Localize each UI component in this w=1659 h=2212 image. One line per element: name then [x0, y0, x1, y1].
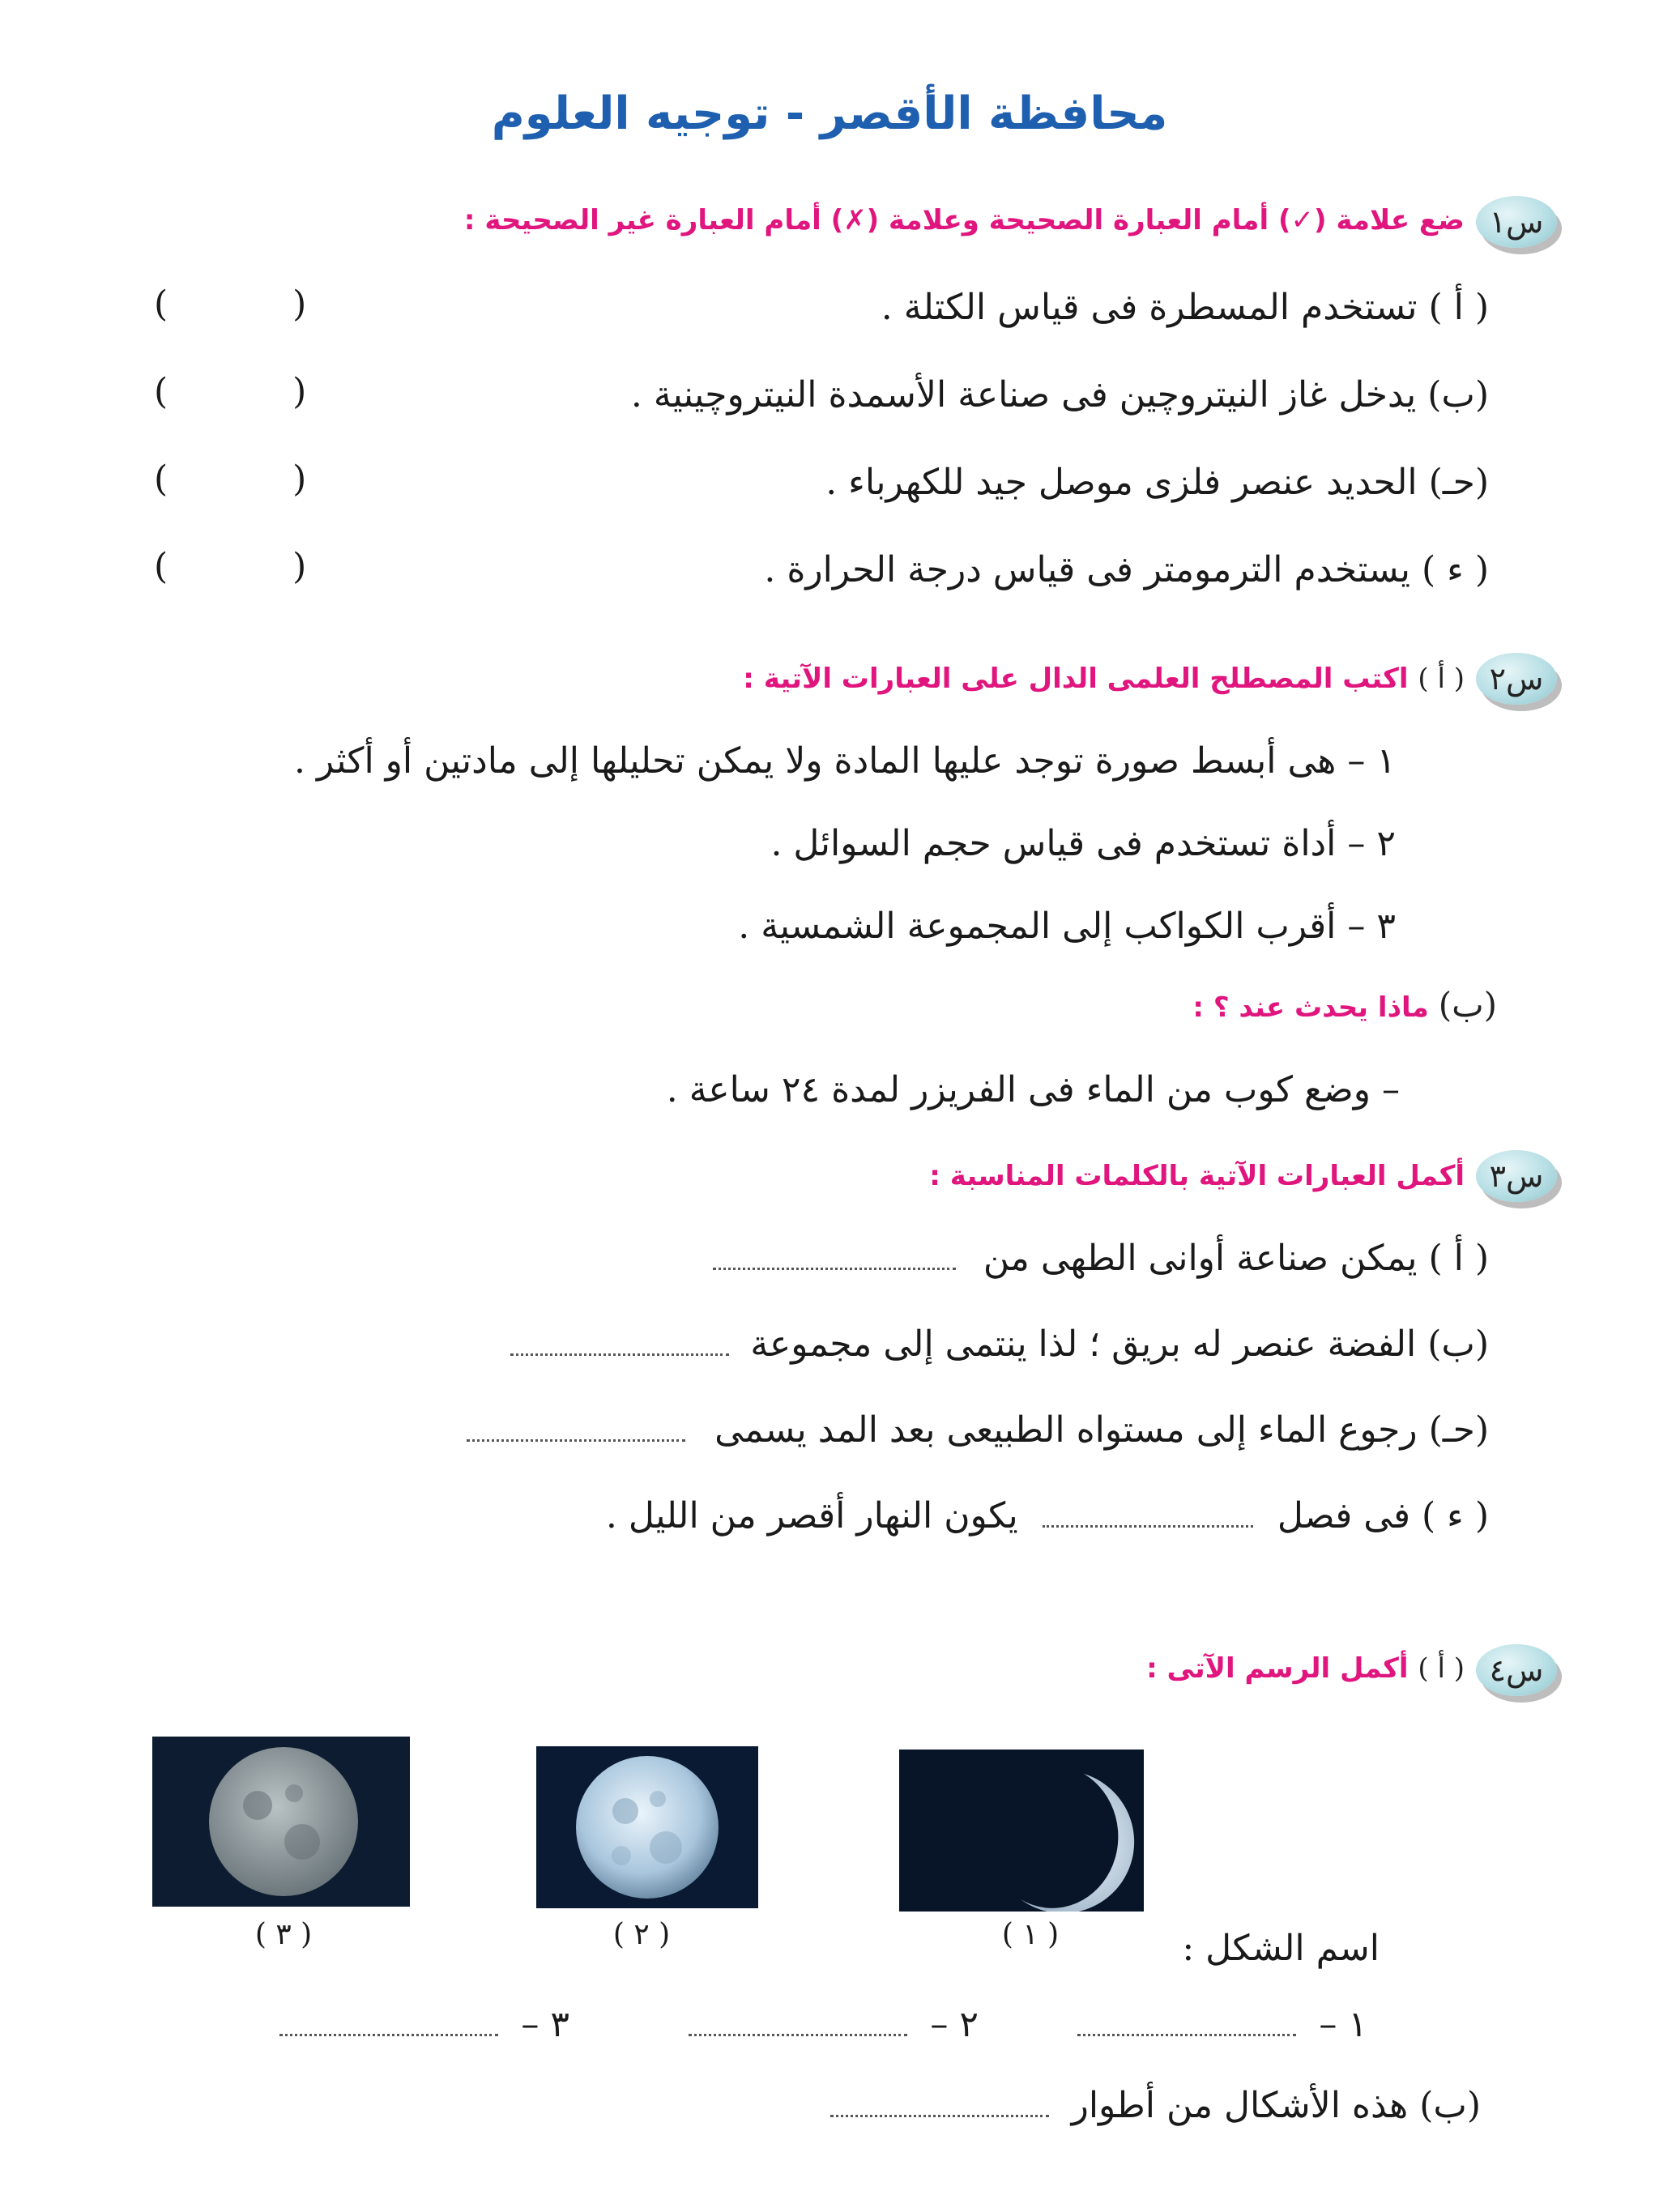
q3-item-a: ( أ ) يمكن صناعة أوانى الطهى من — [713, 1234, 1489, 1283]
q2a-label: ( أ ) — [1418, 663, 1465, 695]
answer-blank[interactable] — [830, 2092, 1049, 2117]
caption-3: ( ٣ ) — [254, 1918, 313, 1951]
answer-blank[interactable] — [510, 1331, 729, 1356]
q2b-item: – وضع كوب من الماء فى الفريزر لمدة ٢٤ ساعة . — [666, 1069, 1400, 1110]
q2-item-1: ١ – هى أبسط صورة توجد عليها المادة ولا يمكن تحليلها إلى مادتين أو أكثر . — [293, 740, 1396, 782]
q2a-instruction: اكتب المصطلح العلمى الدال على العبارات الآتية : — [743, 663, 1409, 695]
answer-blank[interactable] — [1043, 1502, 1253, 1528]
answer-blank[interactable] — [713, 1245, 956, 1270]
answer-box[interactable]: ( ) — [154, 283, 364, 325]
blank-3: ٣ – — [279, 2001, 569, 2049]
q3-instruction: أكمل العبارات الآتية بالكلمات المناسبة : — [929, 1160, 1465, 1192]
q2b-label: (ب) — [1438, 985, 1497, 1025]
caption-1: ( ١ ) — [1001, 1918, 1060, 1951]
q2-item-2: ٢ – أداة تستخدم فى قياس حجم السوائل . — [770, 823, 1396, 864]
answer-box[interactable]: ( ) — [154, 546, 364, 587]
answer-blank[interactable] — [689, 2011, 907, 2036]
crescent-moon-image — [899, 1750, 1144, 1912]
q4b-item: (ب) هذه الأشكال من أطوار — [830, 2082, 1481, 2130]
answer-box[interactable]: ( ) — [154, 458, 364, 500]
caption-2: ( ٢ ) — [612, 1918, 671, 1951]
q2a-header — [743, 663, 1465, 695]
q4a-instruction: أكمل الرسم الآتى : — [1146, 1652, 1409, 1685]
q1-item-2: (ب) يدخل غاز النيتروچين فى صناعة الأسمدة النيتروچينية . — [630, 374, 1489, 416]
question-4-badge: س٤ — [1476, 1644, 1557, 1696]
blank-2: ٢ – — [689, 2001, 979, 2049]
question-2-badge: س٢ — [1476, 653, 1557, 705]
q2b-header — [1192, 985, 1497, 1025]
q1-item-4: ( ء ) يستخدم الترمومتر فى قياس درجة الحرارة . — [764, 549, 1489, 590]
q4a-header — [1146, 1652, 1465, 1685]
answer-blank[interactable] — [279, 2011, 498, 2036]
question-3-badge: س٣ — [1476, 1150, 1557, 1202]
gibbous-moon-image — [152, 1737, 410, 1907]
blank-1: ١ – — [1077, 2001, 1367, 2049]
answer-blank[interactable] — [1077, 2011, 1296, 2036]
q2-item-3: ٣ – أقرب الكواكب إلى المجموعة الشمسية . — [738, 906, 1396, 947]
q3-item-c: (حـ) رجوع الماء إلى مستواه الطبيعى بعد المد يسمى — [467, 1406, 1489, 1455]
q4a-label: ( أ ) — [1418, 1652, 1465, 1685]
q3-item-b: (ب) الفضة عنصر له بريق ؛ لذا ينتمى إلى مجموعة — [510, 1320, 1489, 1369]
shape-name-label: اسم الشكل : — [1182, 1928, 1380, 1969]
q1-instruction: ضع علامة (✓) أمام العبارة الصحيحة وعلامة (✗) أمام العبارة غير الصحيحة : — [463, 204, 1465, 237]
q1-item-3: (حـ) الحديد عنصر فلزى موصل جيد للكهرباء . — [825, 462, 1489, 503]
q1-item-1: ( أ ) تستخدم المسطرة فى قياس الكتلة . — [881, 287, 1489, 328]
question-1-badge: س١ — [1476, 196, 1557, 248]
q3-item-d: ( ء ) فى فصل يكون النهار أقصر من الليل . — [605, 1495, 1489, 1536]
page-title: محافظة الأقصر - توجيه العلوم — [491, 87, 1168, 140]
q2b-instruction: ماذا يحدث عند ؟ : — [1192, 991, 1429, 1024]
full-moon-image — [536, 1746, 758, 1908]
answer-box[interactable]: ( ) — [154, 371, 364, 412]
answer-blank[interactable] — [467, 1417, 685, 1442]
